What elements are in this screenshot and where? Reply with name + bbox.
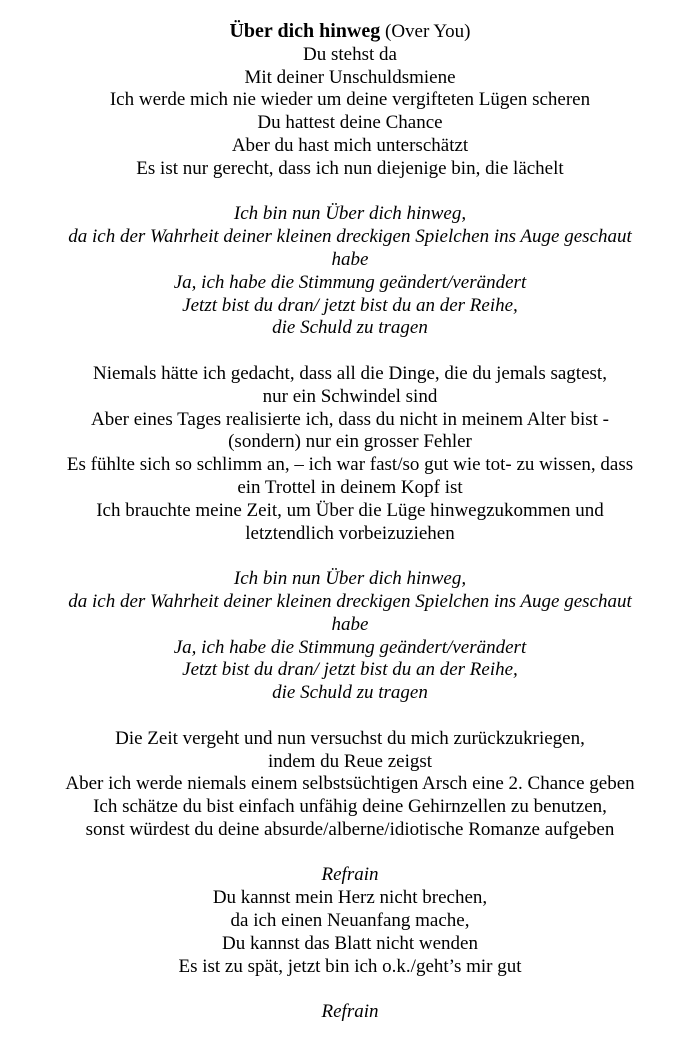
verse-line: Ich werde mich nie wieder um deine vergifteten Lügen scheren [109, 89, 591, 111]
bridge [0, 864, 700, 978]
verse-line: Aber ich werde niemals einem selbstsüchtigen Arsch eine 2. Chance geben [65, 773, 635, 795]
chorus-line: Ich bin nun Über dich hinweg, [233, 568, 467, 590]
chorus-line: Ich bin nun Über dich hinweg, [233, 203, 467, 225]
verse-line: ein Trottel in deinem Kopf ist [237, 476, 463, 498]
chorus-line: Jetzt bist du dran/ jetzt bist du an der Reihe, [182, 659, 518, 681]
title-subtitle: (Over You) [385, 21, 471, 42]
verse-line: Es ist nur gerecht, dass ich nun diejenige bin, die lächelt [136, 157, 564, 179]
chorus-line: da ich der Wahrheit deiner kleinen dreckigen Spielchen ins Auge geschaut [68, 590, 632, 612]
verse-2 [0, 363, 700, 545]
bridge-line: Du kannst das Blatt nicht wenden [222, 932, 478, 954]
verse-line: Du stehst da [303, 43, 397, 65]
bridge-line: Du kannst mein Herz nicht brechen, [212, 887, 488, 909]
verse-line: Die Zeit vergeht und nun versuchst du mich zurückzukriegen, [115, 727, 585, 749]
verse-line: Ich schätze du bist einfach unfähig deine Gehirnzellen zu benutzen, [93, 796, 607, 818]
chorus-line: da ich der Wahrheit deiner kleinen dreckigen Spielchen ins Auge geschaut [68, 226, 632, 248]
chorus-line: Ja, ich habe die Stimmung geändert/verändert [173, 271, 527, 293]
bridge-line: da ich einen Neuanfang mache, [230, 910, 470, 932]
chorus-line: die Schuld zu tragen [272, 682, 428, 704]
chorus-1 [0, 203, 700, 340]
refrain-label: Refrain [321, 1001, 379, 1023]
verse-line: Es fühlte sich so schlimm an, – ich war fast/so gut wie tot- zu wissen, dass [66, 454, 634, 476]
chorus-2 [0, 568, 700, 705]
verse-line: indem du Reue zeigst [267, 750, 433, 772]
title-main: Über dich hinweg [229, 20, 381, 42]
chorus-line: habe [331, 248, 369, 270]
chorus-line: Ja, ich habe die Stimmung geändert/verändert [173, 636, 527, 658]
closing-refrain [0, 1001, 700, 1024]
verse-line: Mit deiner Unschuldsmiene [244, 66, 456, 88]
verse-line: Aber eines Tages realisierte ich, dass du nicht in meinem Alter bist - [90, 408, 610, 430]
bridge-line: Es ist zu spät, jetzt bin ich o.k./geht’s mir gut [178, 955, 522, 977]
chorus-line: habe [331, 613, 369, 635]
verse-line: Du hattest deine Chance [257, 112, 443, 134]
verse-1 [0, 20, 700, 181]
verse-line: Ich brauchte meine Zeit, um Über die Lüge hinwegzukommen und [96, 499, 604, 521]
verse-line: sonst würdest du deine absurde/alberne/idiotische Romanze aufgeben [85, 818, 615, 840]
verse-line: Aber du hast mich unterschätzt [231, 134, 469, 156]
page-title [0, 20, 700, 44]
chorus-line: Jetzt bist du dran/ jetzt bist du an der Reihe, [182, 294, 518, 316]
verse-3 [0, 728, 700, 842]
verse-line: nur ein Schwindel sind [262, 385, 438, 407]
verse-line: Niemals hätte ich gedacht, dass all die Dinge, die du jemals sagtest, [93, 362, 607, 384]
verse-line: letztendlich vorbeizuziehen [245, 522, 455, 544]
verse-line: (sondern) nur ein grosser Fehler [228, 431, 472, 453]
chorus-line: die Schuld zu tragen [272, 317, 428, 339]
refrain-label: Refrain [321, 864, 379, 886]
